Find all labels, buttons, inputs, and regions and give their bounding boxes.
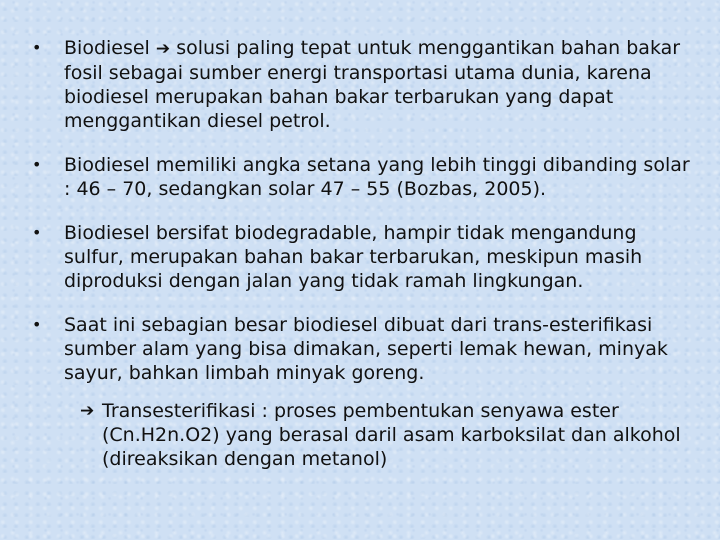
arrow-right-icon: ➔	[155, 39, 171, 59]
sub-point-text: Transesterifikasi : proses pembentukan senyawa ester (Cn.H2n.O2) yang berasal daril asam karboksilat dan alkohol (direaksikan dengan metanol)	[102, 400, 681, 470]
bullet-item-1	[28, 36, 698, 133]
bullet-text: Biodiesel memiliki angka setana yang lebih tinggi dibanding solar : 46 – 70, sedangkan solar 47 – 55 (Bozbas, 2005).	[64, 154, 690, 200]
sub-point-transesterifikasi	[80, 399, 698, 471]
bullet-text: solusi paling tepat untuk menggantikan bahan bakar fosil sebagai sumber energi transportasi utama dunia, karena biodiesel merupakan bahan bakar terbarukan yang dapat menggantikan diesel petrol.	[64, 37, 681, 132]
bullet-item-3	[28, 221, 698, 293]
bullet-item-4	[28, 313, 698, 385]
bullet-item-2	[28, 153, 698, 201]
bullet-text: Biodiesel bersifat biodegradable, hampir tidak mengandung sulfur, merupakan bahan bakar terbarukan, meskipun masih diproduksi dengan jalan yang tidak ramah lingkungan.	[64, 222, 643, 292]
arrow-right-icon: ➔	[80, 401, 95, 421]
bullet-dot-icon: •	[32, 315, 42, 334]
bullet-lead: Biodiesel	[64, 37, 150, 59]
slide-content	[28, 36, 698, 471]
bullet-dot-icon: •	[32, 38, 42, 57]
bullet-text: Saat ini sebagian besar biodiesel dibuat dari trans-esterifikasi sumber alam yang bisa dimakan, seperti lemak hewan, minyak sayur, bahkan limbah minyak goreng.	[64, 314, 668, 384]
bullet-dot-icon: •	[32, 223, 42, 242]
bullet-dot-icon: •	[32, 155, 42, 174]
